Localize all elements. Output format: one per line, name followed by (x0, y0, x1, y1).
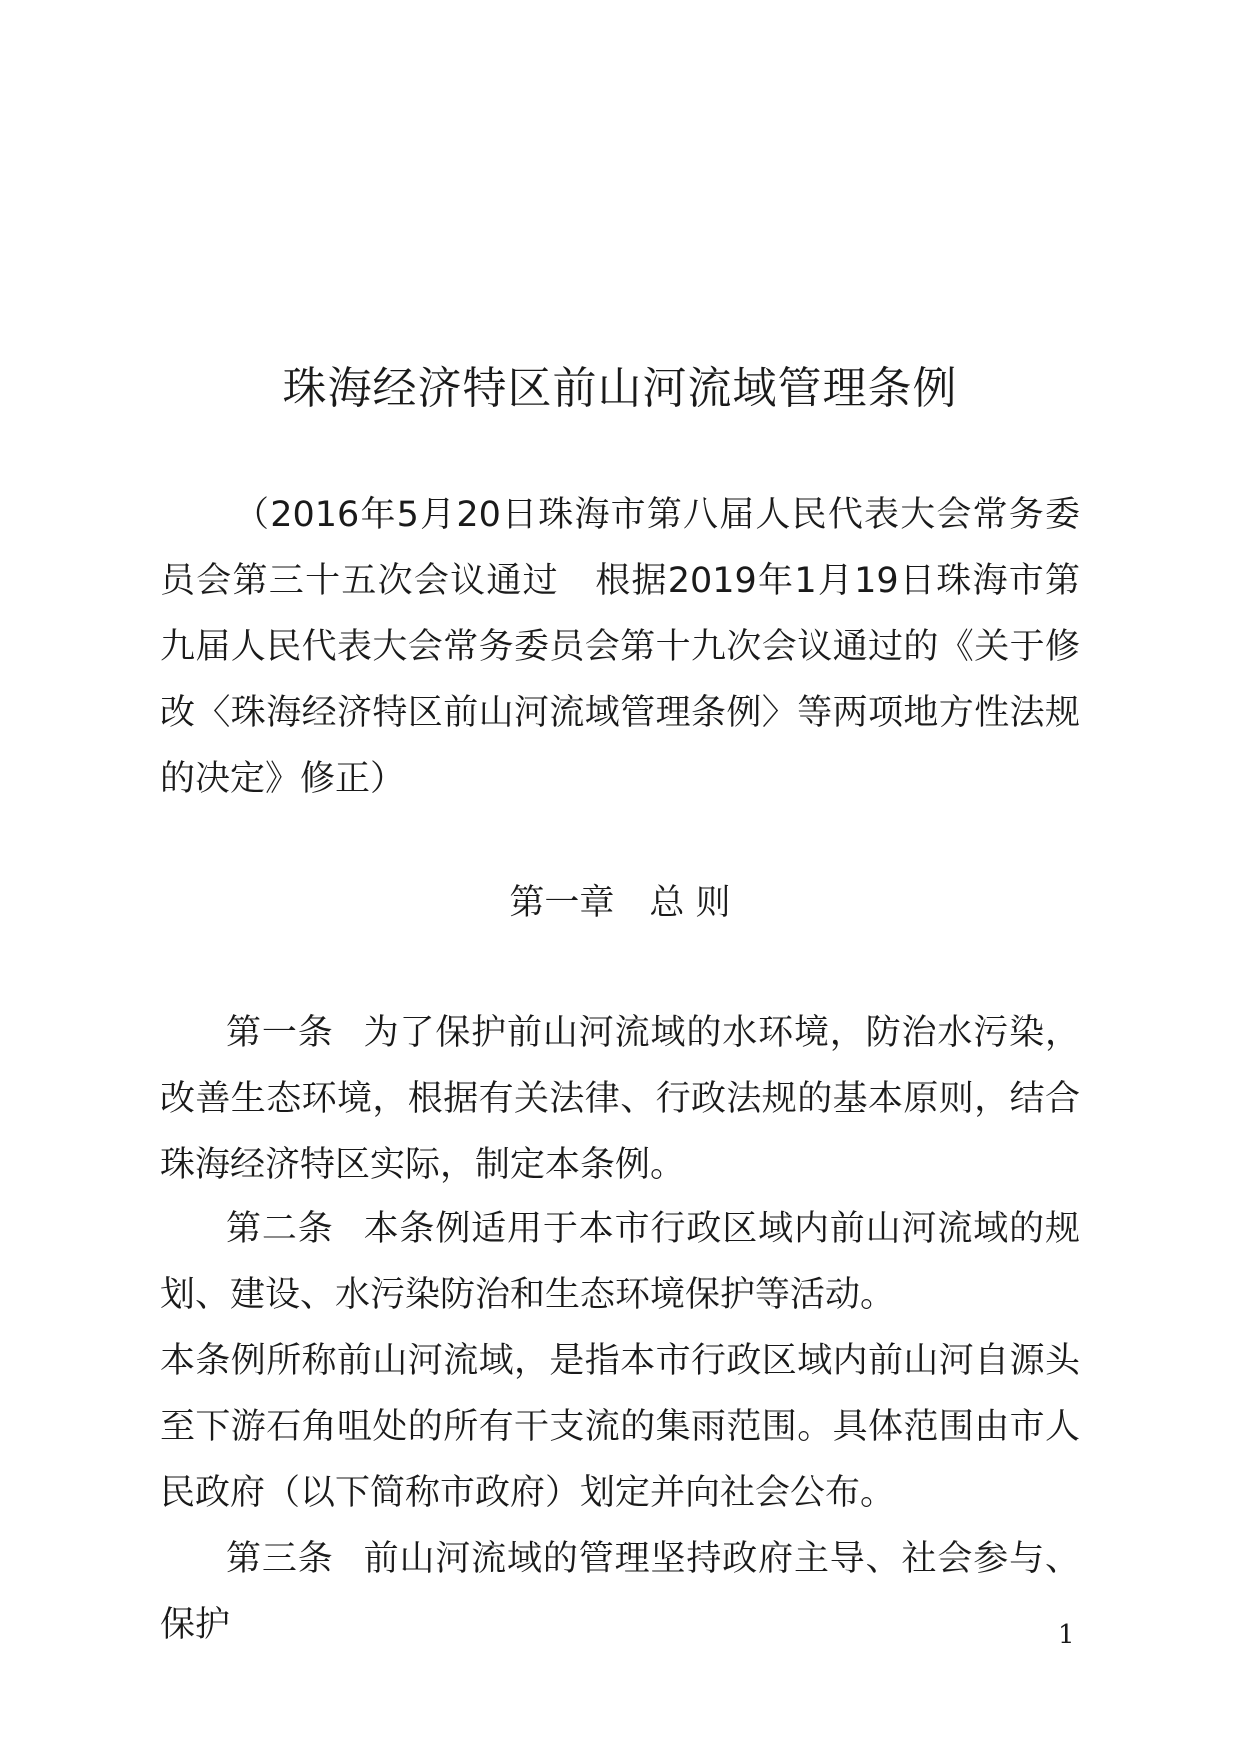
article-label: 第三条 (226, 1539, 334, 1579)
article-2 (160, 1196, 1080, 1328)
article-text: 本条例适用于本市行政区域内前山河流域的规划、建设、水污染防治和生态环境保护等活动。 (160, 1209, 1080, 1315)
article-1 (160, 1000, 1080, 1198)
article-text: 前山河流域的管理坚持政府主导、社会参与、保护 (160, 1539, 1080, 1645)
page-number: 1 (1058, 1620, 1075, 1650)
article-label: 第一条 (226, 1013, 334, 1053)
chapter-heading: 第一章 总 则 (509, 883, 731, 923)
article-text: 本条例所称前山河流域，是指本市行政区域内前山河自源头至下游石角咀处的所有干支流的集雨范围。具体范围由市人民政府（以下简称市政府）划定并向社会公布。 (160, 1341, 1080, 1513)
article-label: 第二条 (226, 1209, 334, 1249)
article-text: 为了保护前山河流域的水环境，防治水污染，改善生态环境，根据有关法律、行政法规的基本原则，结合珠海经济特区实际，制定本条例。 (160, 1013, 1080, 1185)
article-2-paragraph-2 (160, 1328, 1080, 1526)
article-3 (160, 1526, 1080, 1658)
document-title: 珠海经济特区前山河流域管理条例 (282, 363, 958, 414)
preface-note: （2016年5月20日珠海市第八届人民代表大会常务委员会第三十五次会议通过 根据2019年1月19日珠海市第九届人民代表大会常务委员会第十九次会议通过的《关于修改〈珠海经济特区前山河流域管理条例〉等两项地方性法规的决定》修正） (160, 495, 1080, 799)
